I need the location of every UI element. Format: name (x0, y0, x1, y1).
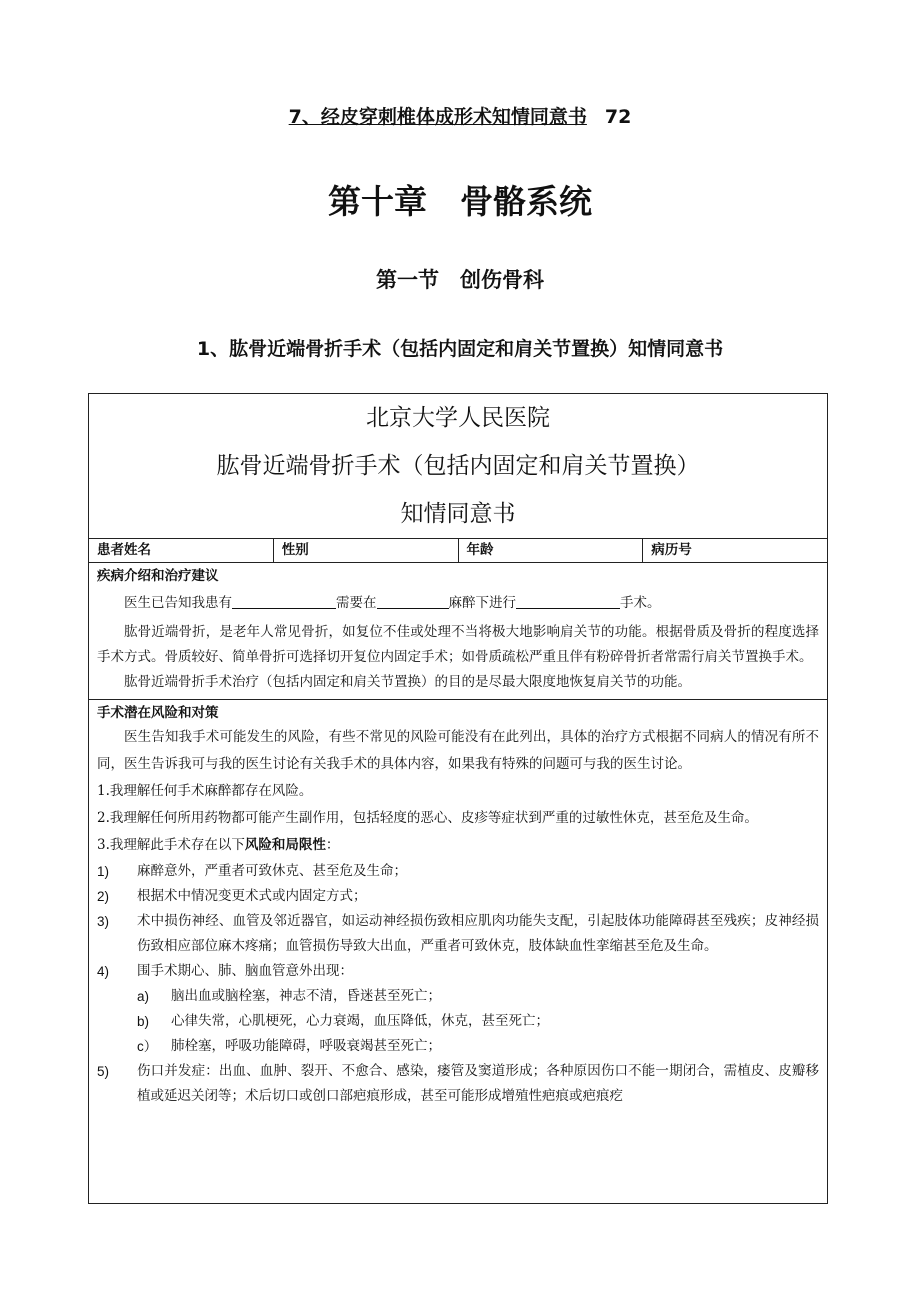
diagnosis-text-c: 麻醉下进行 (448, 595, 516, 611)
section-title: 第一节 创伤骨科 (376, 268, 544, 292)
document-heading: 1、肱骨近端骨折手术（包括内固定和肩关节置换）知情同意书 (196, 338, 724, 360)
risk-list-item (97, 884, 819, 909)
risk-list-text: 根据术中情况变更术式或内固定方式； (137, 888, 367, 904)
risk-list-item (97, 959, 819, 984)
risk-sublist-item (97, 1034, 819, 1059)
diagnosis-sentence (97, 591, 819, 616)
risk-list-item (97, 1059, 819, 1109)
toc-entry (0, 103, 920, 131)
procedure-blank[interactable] (516, 592, 620, 609)
risk-sublist-text: 心律失常，心肌梗死，心力衰竭，血压降低，休克，甚至死亡； (171, 1013, 549, 1029)
risk-sublist-text: 脑出血或脑栓塞，神志不清，昏迷甚至死亡； (171, 988, 441, 1004)
record-number-field[interactable]: 病历号 (651, 542, 692, 558)
risk-item-3-prefix: 3.我理解此手术存在以下 (97, 837, 245, 853)
risk-list-text: 伤口并发症：出血、血肿、裂开、不愈合、感染，瘘管及窦道形成；各种原因伤口不能一期闭合，需植皮、皮瓣移植或延迟关闭等；术后切口或创口部疤痕形成，甚至可能形成增殖性疤痕或疤痕疙 (137, 1063, 819, 1104)
risk-sublist-letter: c） (137, 1039, 158, 1054)
toc-entry-page: 72 (604, 106, 632, 128)
procedure-name: 肱骨近端骨折手术（包括内固定和肩关节置换） (216, 453, 700, 479)
risk-sublist-text: 肺栓塞，呼吸功能障碍，呼吸衰竭甚至死亡； (171, 1038, 441, 1054)
risk-item-3-suffix: ： (325, 837, 340, 853)
patient-info-row (89, 539, 827, 563)
risk-list-number: 2) (97, 889, 110, 904)
intro-paragraph-1: 肱骨近端骨折，是老年人常见骨折，如复位不佳或处理不当将极大地影响肩关节的功能。根据骨质及骨折的程度选择手术方式。骨质较好、简单骨折可选择切开复位内固定手术；如骨质疏松严重且伴有粉碎骨折者常需行肩关节置换手术。 (97, 624, 819, 665)
hospital-name: 北京大学人民医院 (366, 405, 550, 431)
diagnosis-blank[interactable] (232, 592, 336, 609)
risks-section-title: 手术潜在风险和对策 (97, 705, 219, 721)
risk-list-item (97, 909, 819, 959)
sex-field[interactable]: 性别 (274, 539, 459, 562)
intro-section (89, 563, 827, 700)
risk-item-2: 2.我理解任何所用药物都可能产生副作用，包括轻度的恶心、皮疹等症状到严重的过敏性休克，甚至危及生命。 (97, 810, 758, 826)
risk-item-1: 1.我理解任何手术麻醉都存在风险。 (97, 783, 313, 799)
document-type: 知情同意书 (400, 501, 516, 527)
diagnosis-text-d: 手术。 (620, 595, 661, 611)
risks-paragraph-1: 医生告知我手术可能发生的风险，有些不常见的风险可能没有在此列出，具体的治疗方式根据不同病人的情况有所不同，医生告诉我可与我的医生讨论有关我手术的具体内容，如果我有特殊的问题可与我的医生讨论。 (97, 729, 819, 772)
intro-section-title: 疾病介绍和治疗建议 (97, 568, 219, 584)
risk-list-text: 麻醉意外，严重者可致休克、甚至危及生命； (137, 863, 407, 879)
risk-list-number: 5) (97, 1064, 110, 1079)
age-field[interactable]: 年龄 (459, 539, 644, 562)
form-header (89, 394, 827, 539)
risk-sublist-letter: b) (137, 1014, 150, 1029)
risk-list-text: 围手术期心、肺、脑血管意外出现： (137, 963, 353, 979)
risks-section (89, 700, 827, 1113)
risk-item-3-bold: 风险和局限性 (244, 837, 326, 853)
consent-form (88, 393, 828, 1204)
diagnosis-text-b: 需要在 (336, 595, 377, 611)
risk-list-item (97, 859, 819, 884)
risk-list-number: 4) (97, 964, 110, 979)
risk-list-number: 1) (97, 864, 110, 879)
risk-list-number: 3) (97, 914, 110, 929)
chapter-title: 第十章 骨骼系统 (328, 182, 592, 221)
diagnosis-text-a: 医生已告知我患有 (124, 595, 232, 611)
risk-list-text: 术中损伤神经、血管及邻近器官，如运动神经损伤致相应肌肉功能失支配，引起肢体功能障碍甚至残疾；皮神经损伤致相应部位麻木疼痛；血管损伤导致大出血，严重者可致休克，肢体缺血性挛缩甚至危及生命。 (137, 913, 819, 954)
risk-sublist-item (97, 1009, 819, 1034)
intro-paragraph-2: 肱骨近端骨折手术治疗（包括内固定和肩关节置换）的目的是尽最大限度地恢复肩关节的功能。 (124, 674, 691, 690)
risk-item-3 (97, 832, 819, 859)
toc-entry-title: 7、经皮穿刺椎体成形术知情同意书 (288, 106, 587, 128)
patient-name-field[interactable]: 患者姓名 (89, 539, 274, 562)
risk-sublist-item (97, 984, 819, 1009)
anesthesia-blank[interactable] (377, 592, 449, 609)
risk-sublist-letter: a) (137, 989, 150, 1004)
